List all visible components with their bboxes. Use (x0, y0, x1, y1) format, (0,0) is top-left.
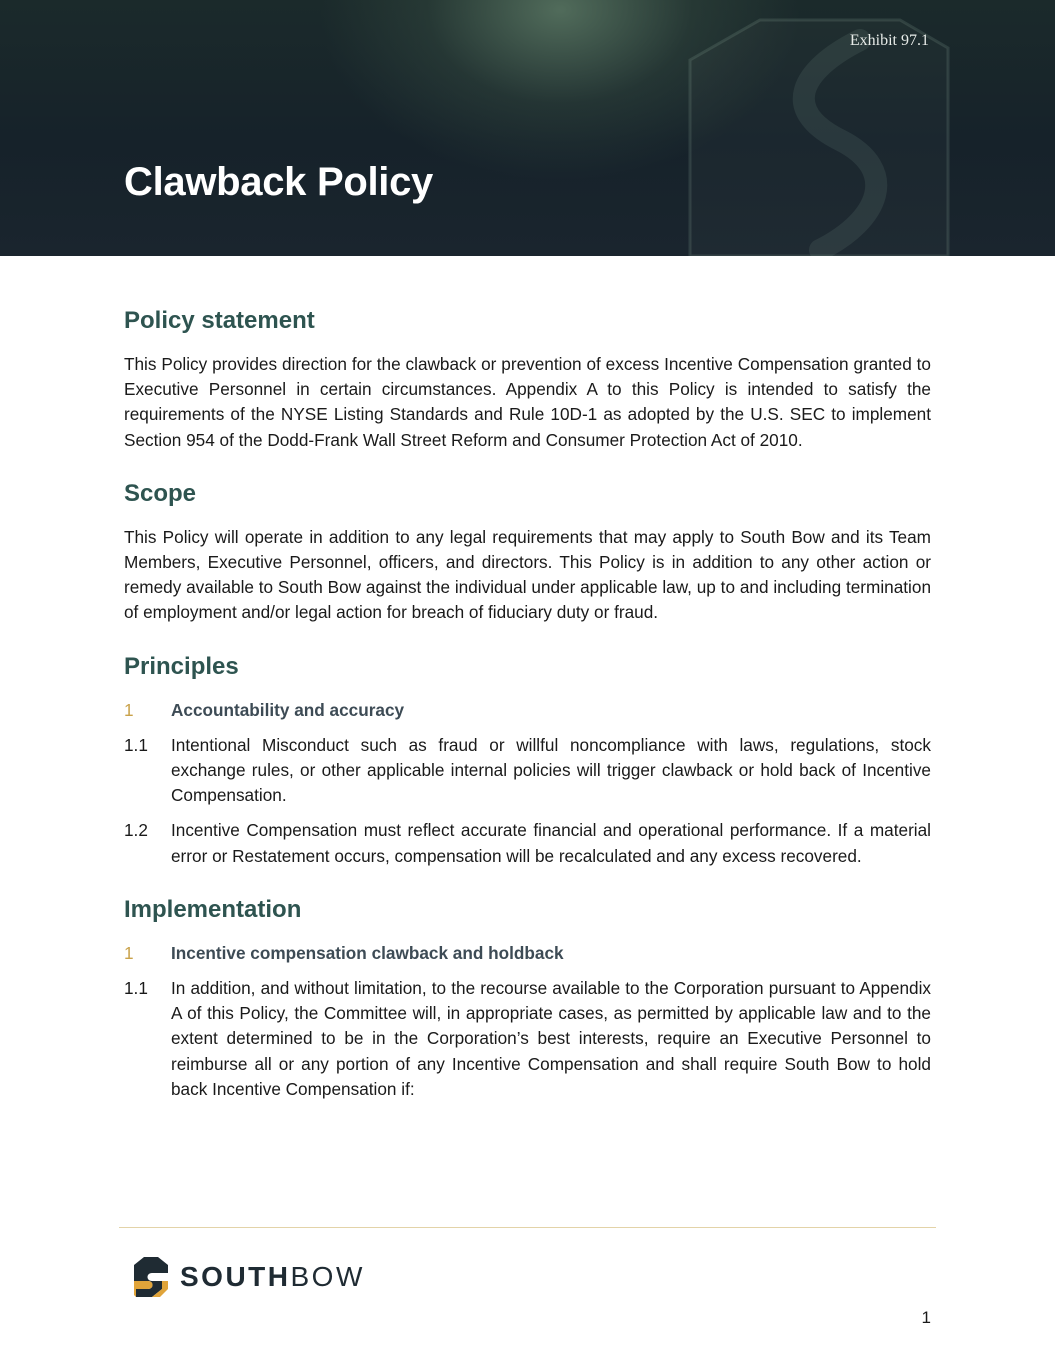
item-number: 1.1 (124, 734, 148, 755)
principles-section (124, 648, 931, 869)
southbow-logo-icon (132, 1255, 170, 1299)
subheading-text: Accountability and accuracy (171, 699, 405, 720)
logo-wordmark (180, 1261, 365, 1293)
logo-wordmark-south: SOUTH (180, 1261, 291, 1292)
implementation-subheading (124, 941, 931, 966)
footer-divider (119, 1227, 936, 1228)
list-item (124, 976, 931, 1102)
principles-heading: Principles (124, 652, 239, 680)
policy-statement-heading: Policy statement (124, 307, 315, 334)
scope-section (124, 475, 931, 626)
implementation-section (124, 891, 931, 1102)
list-item (124, 818, 931, 868)
principles-subheading (124, 698, 931, 723)
scope-heading: Scope (124, 479, 197, 507)
item-text: In addition, and without limitation, to the recourse available to the Corporation pursuant to Appendix A of this Policy, the Committee will, in appropriate cases, as permitted by applicable law and to the extent determined to be in the Corporation’s best interests, require an Executive Personnel to reimburse all or any portion of any Incentive Compensation and shall require South Bow to hold back Incentive Compensation if: (171, 978, 931, 1099)
subheading-number: 1 (124, 699, 134, 720)
subheading-number: 1 (124, 942, 134, 963)
list-item (124, 733, 931, 809)
item-number: 1.1 (124, 978, 148, 999)
policy-statement-text: This Policy provides direction for the clawback or prevention of excess Incentive Compensation granted to Executive Personnel in certain circumstances. Appendix A to this Policy is intended to satisfy the requirements of the NYSE Listing Standards and Rule 10D-1 as adopted by the U.S. SEC to implement Section 954 of the Dodd-Frank Wall Street Reform and Consumer Protection Act of 2010. (124, 354, 931, 450)
document-body (124, 302, 931, 1112)
item-text: Incentive Compensation must reflect accurate financial and operational performance. If a material error or Restatement occurs, compensation will be recalculated and any excess recovered. (171, 820, 931, 866)
policy-statement-section (124, 302, 931, 453)
subheading-text: Incentive compensation clawback and holdback (171, 942, 564, 963)
item-text: Intentional Misconduct such as fraud or willful noncompliance with laws, regulations, stock exchange rules, or other applicable internal policies will trigger clawback or hold back of Incentive Compensation. (171, 734, 931, 806)
exhibit-label: Exhibit 97.1 (849, 32, 929, 49)
southbow-logo (132, 1255, 365, 1299)
logo-wordmark-bow: BOW (290, 1261, 365, 1292)
header-banner (0, 0, 1055, 256)
scope-text: This Policy will operate in addition to any legal requirements that may apply to South Bow and its Team Members, Executive Personnel, officers, and directors. This Policy is in addition to any other action or remedy available to South Bow against the individual under applicable law, up to and including termination of employment and/or legal action for breach of fiduciary duty or fraud. (124, 526, 931, 623)
page-number: 1 (921, 1308, 931, 1327)
item-number: 1.2 (124, 820, 148, 841)
page-title: Clawback Policy (124, 160, 433, 204)
implementation-heading: Implementation (124, 895, 302, 923)
